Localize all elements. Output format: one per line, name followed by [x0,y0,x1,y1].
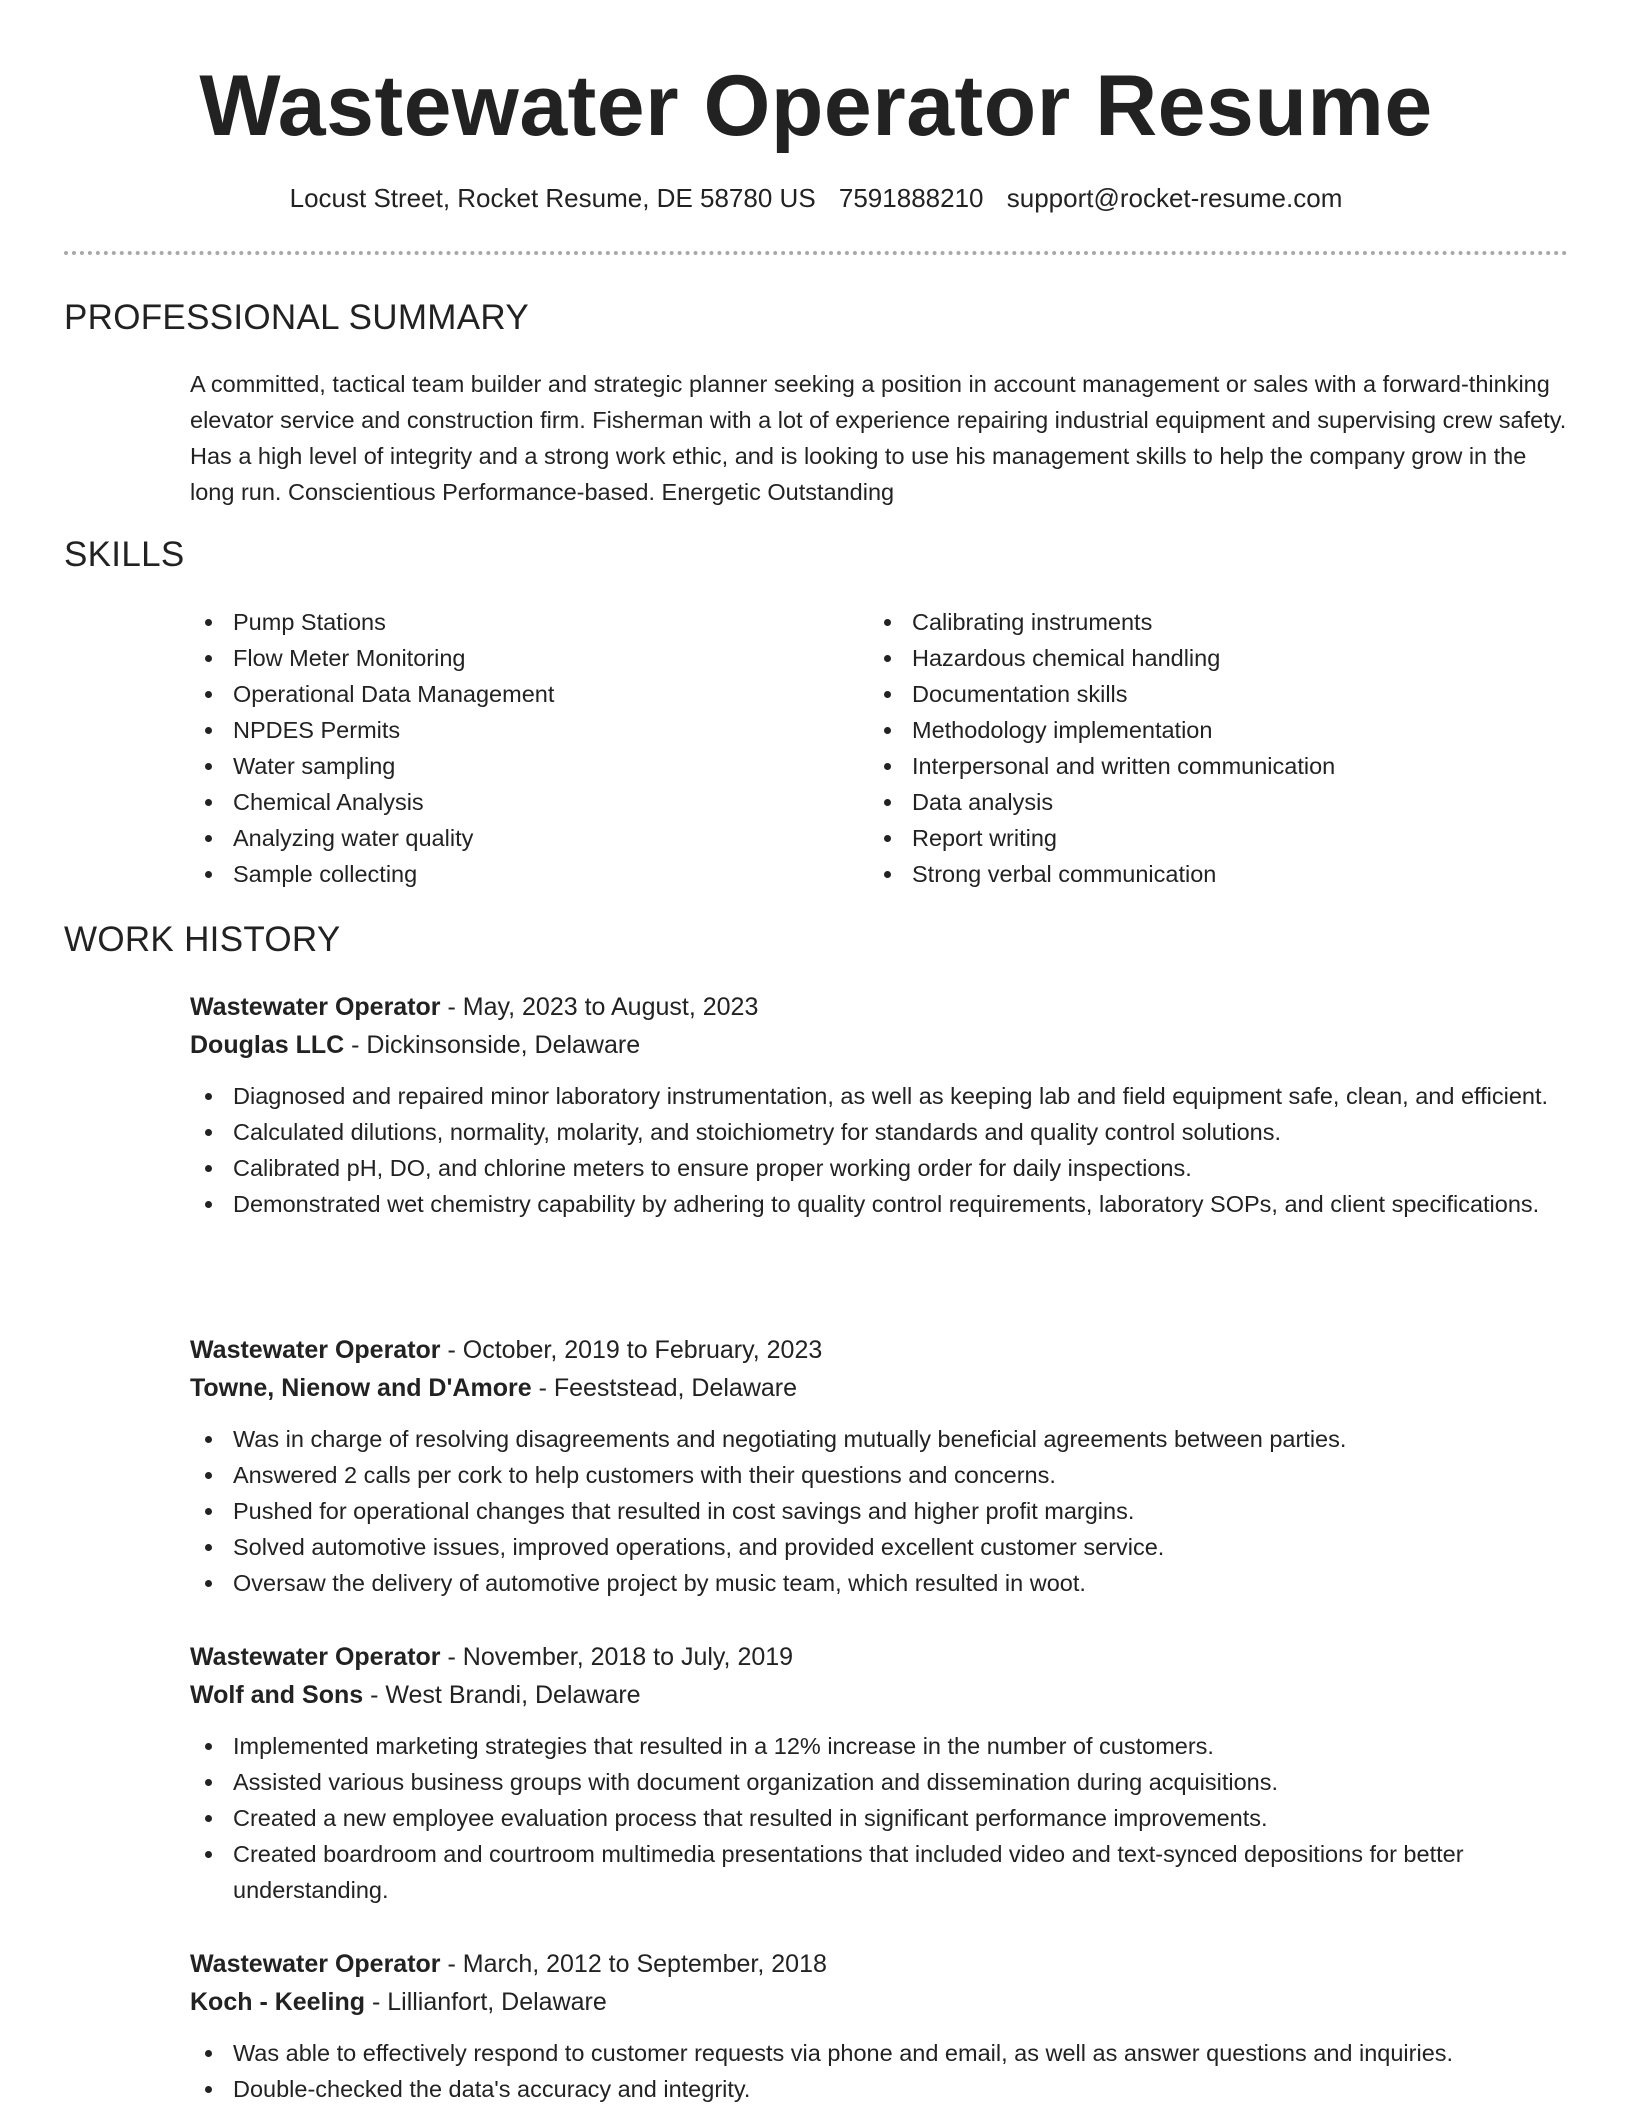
duty-item: Created boardroom and courtroom multimedia presentations that included video and text-synced depositions for better understanding. [190,1836,1568,1908]
job-entry [190,1638,1568,1908]
skill-item: Sample collecting [190,856,830,892]
duty-item: Answered 2 calls per cork to help customers with their questions and concerns. [190,1457,1568,1493]
contact-line [0,180,1632,216]
job-entry [190,988,1568,1222]
job-location: - West Brandi, Delaware [363,1681,641,1709]
job-location: - Dickinsonside, Delaware [344,1031,641,1059]
job-entry [190,1945,1568,2107]
skill-item: Chemical Analysis [190,784,830,820]
job-title-line [190,988,1568,1026]
skill-item: Documentation skills [869,676,1568,712]
skill-item: Strong verbal communication [869,856,1568,892]
resume-title: Wastewater Operator Resume [199,58,1433,154]
job-company: Towne, Nienow and D'Amore [190,1374,532,1402]
skill-item: NPDES Permits [190,712,830,748]
duty-item: Created a new employee evaluation process that resulted in significant performance improvements. [190,1800,1568,1836]
job-company: Wolf and Sons [190,1681,364,1709]
job-title: Wastewater Operator [190,1336,441,1364]
skill-item: Analyzing water quality [190,820,830,856]
duty-item: Oversaw the delivery of automotive project by music team, which resulted in woot. [190,1565,1568,1601]
job-dates: - May, 2023 to August, 2023 [440,993,759,1021]
duty-item: Calculated dilutions, normality, molarity, and stoichiometry for standards and quality control solutions. [190,1114,1568,1150]
contact-address: Locust Street, Rocket Resume, DE 58780 US [289,183,816,213]
duty-item: Double-checked the data's accuracy and integrity. [190,2071,1568,2107]
job-company: Douglas LLC [190,1031,345,1059]
job-company-line [190,1983,1568,2021]
job-company-line [190,1369,1568,1407]
skills-list-right [869,604,1568,892]
duty-item: Calibrated pH, DO, and chlorine meters to ensure proper working order for daily inspections. [190,1150,1568,1186]
summary-text: A committed, tactical team builder and strategic planner seeking a position in account management or sales with a forward-thinking elevator service and construction firm. Fisherman with a lot of experience repairing industrial equipment and supervising crew safety. Has a high level of integrity and a strong work ethic, and is looking to use his management skills to help the company grow in the long run. Conscientious Performance-based. Energetic Outstanding [190,371,1567,505]
job-dates: - October, 2019 to February, 2023 [440,1336,823,1364]
duty-item: Was in charge of resolving disagreements and negotiating mutually beneficial agreements between parties. [190,1421,1568,1457]
duty-item: Assisted various business groups with document organization and dissemination during acquisitions. [190,1764,1568,1800]
summary-heading: PROFESSIONAL SUMMARY [64,298,529,337]
job-duties [190,1728,1568,1908]
skill-item: Operational Data Management [190,676,830,712]
skill-item: Methodology implementation [869,712,1568,748]
job-location: - Lillianfort, Delaware [365,1988,607,2016]
skills-list-left [190,604,830,892]
job-location: - Feeststead, Delaware [531,1374,798,1402]
job-title-line [190,1945,1568,1983]
duty-item: Demonstrated wet chemistry capability by adhering to quality control requirements, laboratory SOPs, and client specifications. [190,1186,1568,1222]
contact-email: support@rocket-resume.com [1006,183,1343,213]
skill-item: Calibrating instruments [869,604,1568,640]
duty-item: Was able to effectively respond to customer requests via phone and email, as well as answer questions and inquiries. [190,2035,1568,2071]
job-dates: - November, 2018 to July, 2019 [440,1643,794,1671]
work-history-heading: WORK HISTORY [64,920,341,959]
skills-heading: SKILLS [64,535,185,574]
skill-item: Flow Meter Monitoring [190,640,830,676]
job-title: Wastewater Operator [190,993,441,1021]
duty-item: Diagnosed and repaired minor laboratory instrumentation, as well as keeping lab and field equipment safe, clean, and efficient. [190,1078,1568,1114]
job-title: Wastewater Operator [190,1643,441,1671]
job-dates: - March, 2012 to September, 2018 [440,1950,827,1978]
skill-item: Hazardous chemical handling [869,640,1568,676]
job-company: Koch - Keeling [190,1988,366,2016]
skill-item: Water sampling [190,748,830,784]
skill-item: Pump Stations [190,604,830,640]
job-entry [190,1331,1568,1601]
duty-item: Solved automotive issues, improved operations, and provided excellent customer service. [190,1529,1568,1565]
job-duties [190,2035,1568,2107]
job-duties [190,1421,1568,1601]
header-divider [64,251,1568,255]
job-duties [190,1078,1568,1222]
job-title-line [190,1331,1568,1369]
contact-phone: 7591888210 [838,183,984,213]
job-company-line [190,1026,1568,1064]
job-company-line [190,1676,1568,1714]
duty-item: Pushed for operational changes that resulted in cost savings and higher profit margins. [190,1493,1568,1529]
skill-item: Interpersonal and written communication [869,748,1568,784]
skill-item: Report writing [869,820,1568,856]
job-title-line [190,1638,1568,1676]
skill-item: Data analysis [869,784,1568,820]
job-title: Wastewater Operator [190,1950,441,1978]
duty-item: Implemented marketing strategies that resulted in a 12% increase in the number of customers. [190,1728,1568,1764]
